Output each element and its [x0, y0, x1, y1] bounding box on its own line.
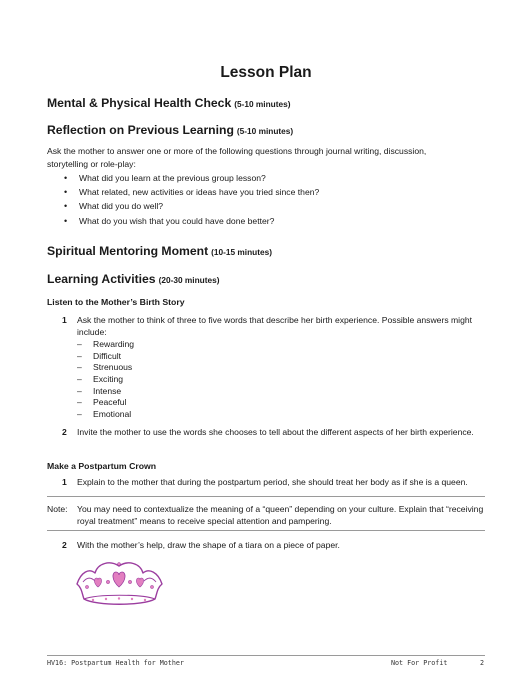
step-number: 1	[62, 477, 67, 487]
step-number: 1	[62, 315, 67, 325]
reflection-question: • What related, new activities or ideas have you tried since then?	[64, 186, 319, 200]
birth-word: – Difficult	[77, 351, 134, 363]
birth-word: – Peaceful	[77, 397, 134, 409]
step-number: 2	[62, 540, 67, 550]
footer-page-number: 2	[480, 659, 485, 667]
reflection-heading: Reflection on Previous Learning (5-10 minutes)	[47, 123, 294, 137]
birth-word-list	[77, 339, 134, 421]
reflection-duration: (5-10 minutes)	[236, 126, 294, 136]
reflection-intro: Ask the mother to answer one or more of the following questions through journal writing, discussion, storytelling or role-play:	[47, 146, 427, 169]
note-text: You may need to contextualize the meaning of a “queen” depending on your culture. Explain that “receiving royal treatment” means to receive special attention and pampering.	[77, 504, 484, 527]
reflection-question: • What do you wish that you could have done better?	[64, 215, 319, 229]
spiritual-heading: Spiritual Mentoring Moment (10-15 minutes)	[47, 244, 273, 258]
step-number: 2	[62, 427, 67, 437]
reflection-question: • What did you do well?	[64, 200, 319, 214]
birth-word: – Exciting	[77, 374, 134, 386]
reflection-question-list	[64, 172, 319, 229]
birth-word: – Intense	[77, 386, 134, 398]
step-text: Explain to the mother that during the postpartum period, she should treat her body as if she is a queen.	[77, 477, 468, 487]
note-label: Note:	[47, 504, 68, 514]
crown-heading: Make a Postpartum Crown	[47, 461, 157, 471]
health-check-duration: (5-10 minutes)	[234, 99, 291, 109]
birth-word: – Strenuous	[77, 362, 134, 374]
step-text: With the mother’s help, draw the shape of a tiara on a piece of paper.	[77, 540, 340, 550]
activities-heading: Learning Activities (20-30 minutes)	[47, 272, 220, 286]
step-text: Invite the mother to use the words she chooses to tell about the different aspects of her birth experience.	[77, 427, 474, 437]
note-bottom-divider	[47, 530, 485, 531]
tiara-illustration	[73, 554, 166, 608]
footer-license: Not For Profit	[391, 659, 448, 667]
footer-title: HV16: Postpartum Health for Mother	[47, 659, 184, 667]
activities-duration: (20-30 minutes)	[158, 275, 220, 285]
footer-divider	[47, 655, 485, 656]
birth-word: – Emotional	[77, 409, 134, 421]
step-text: Ask the mother to think of three to five words that describe her birth experience. Possible answers might include:	[77, 315, 473, 338]
page-title: Lesson Plan	[220, 64, 312, 81]
birth-word: – Rewarding	[77, 339, 134, 351]
reflection-question: • What did you learn at the previous group lesson?	[64, 172, 319, 186]
spiritual-duration: (10-15 minutes)	[211, 247, 273, 257]
health-check-heading: Mental & Physical Health Check (5-10 minutes)	[47, 96, 291, 110]
note-top-divider	[47, 496, 485, 497]
birth-story-heading: Listen to the Mother’s Birth Story	[47, 297, 185, 307]
